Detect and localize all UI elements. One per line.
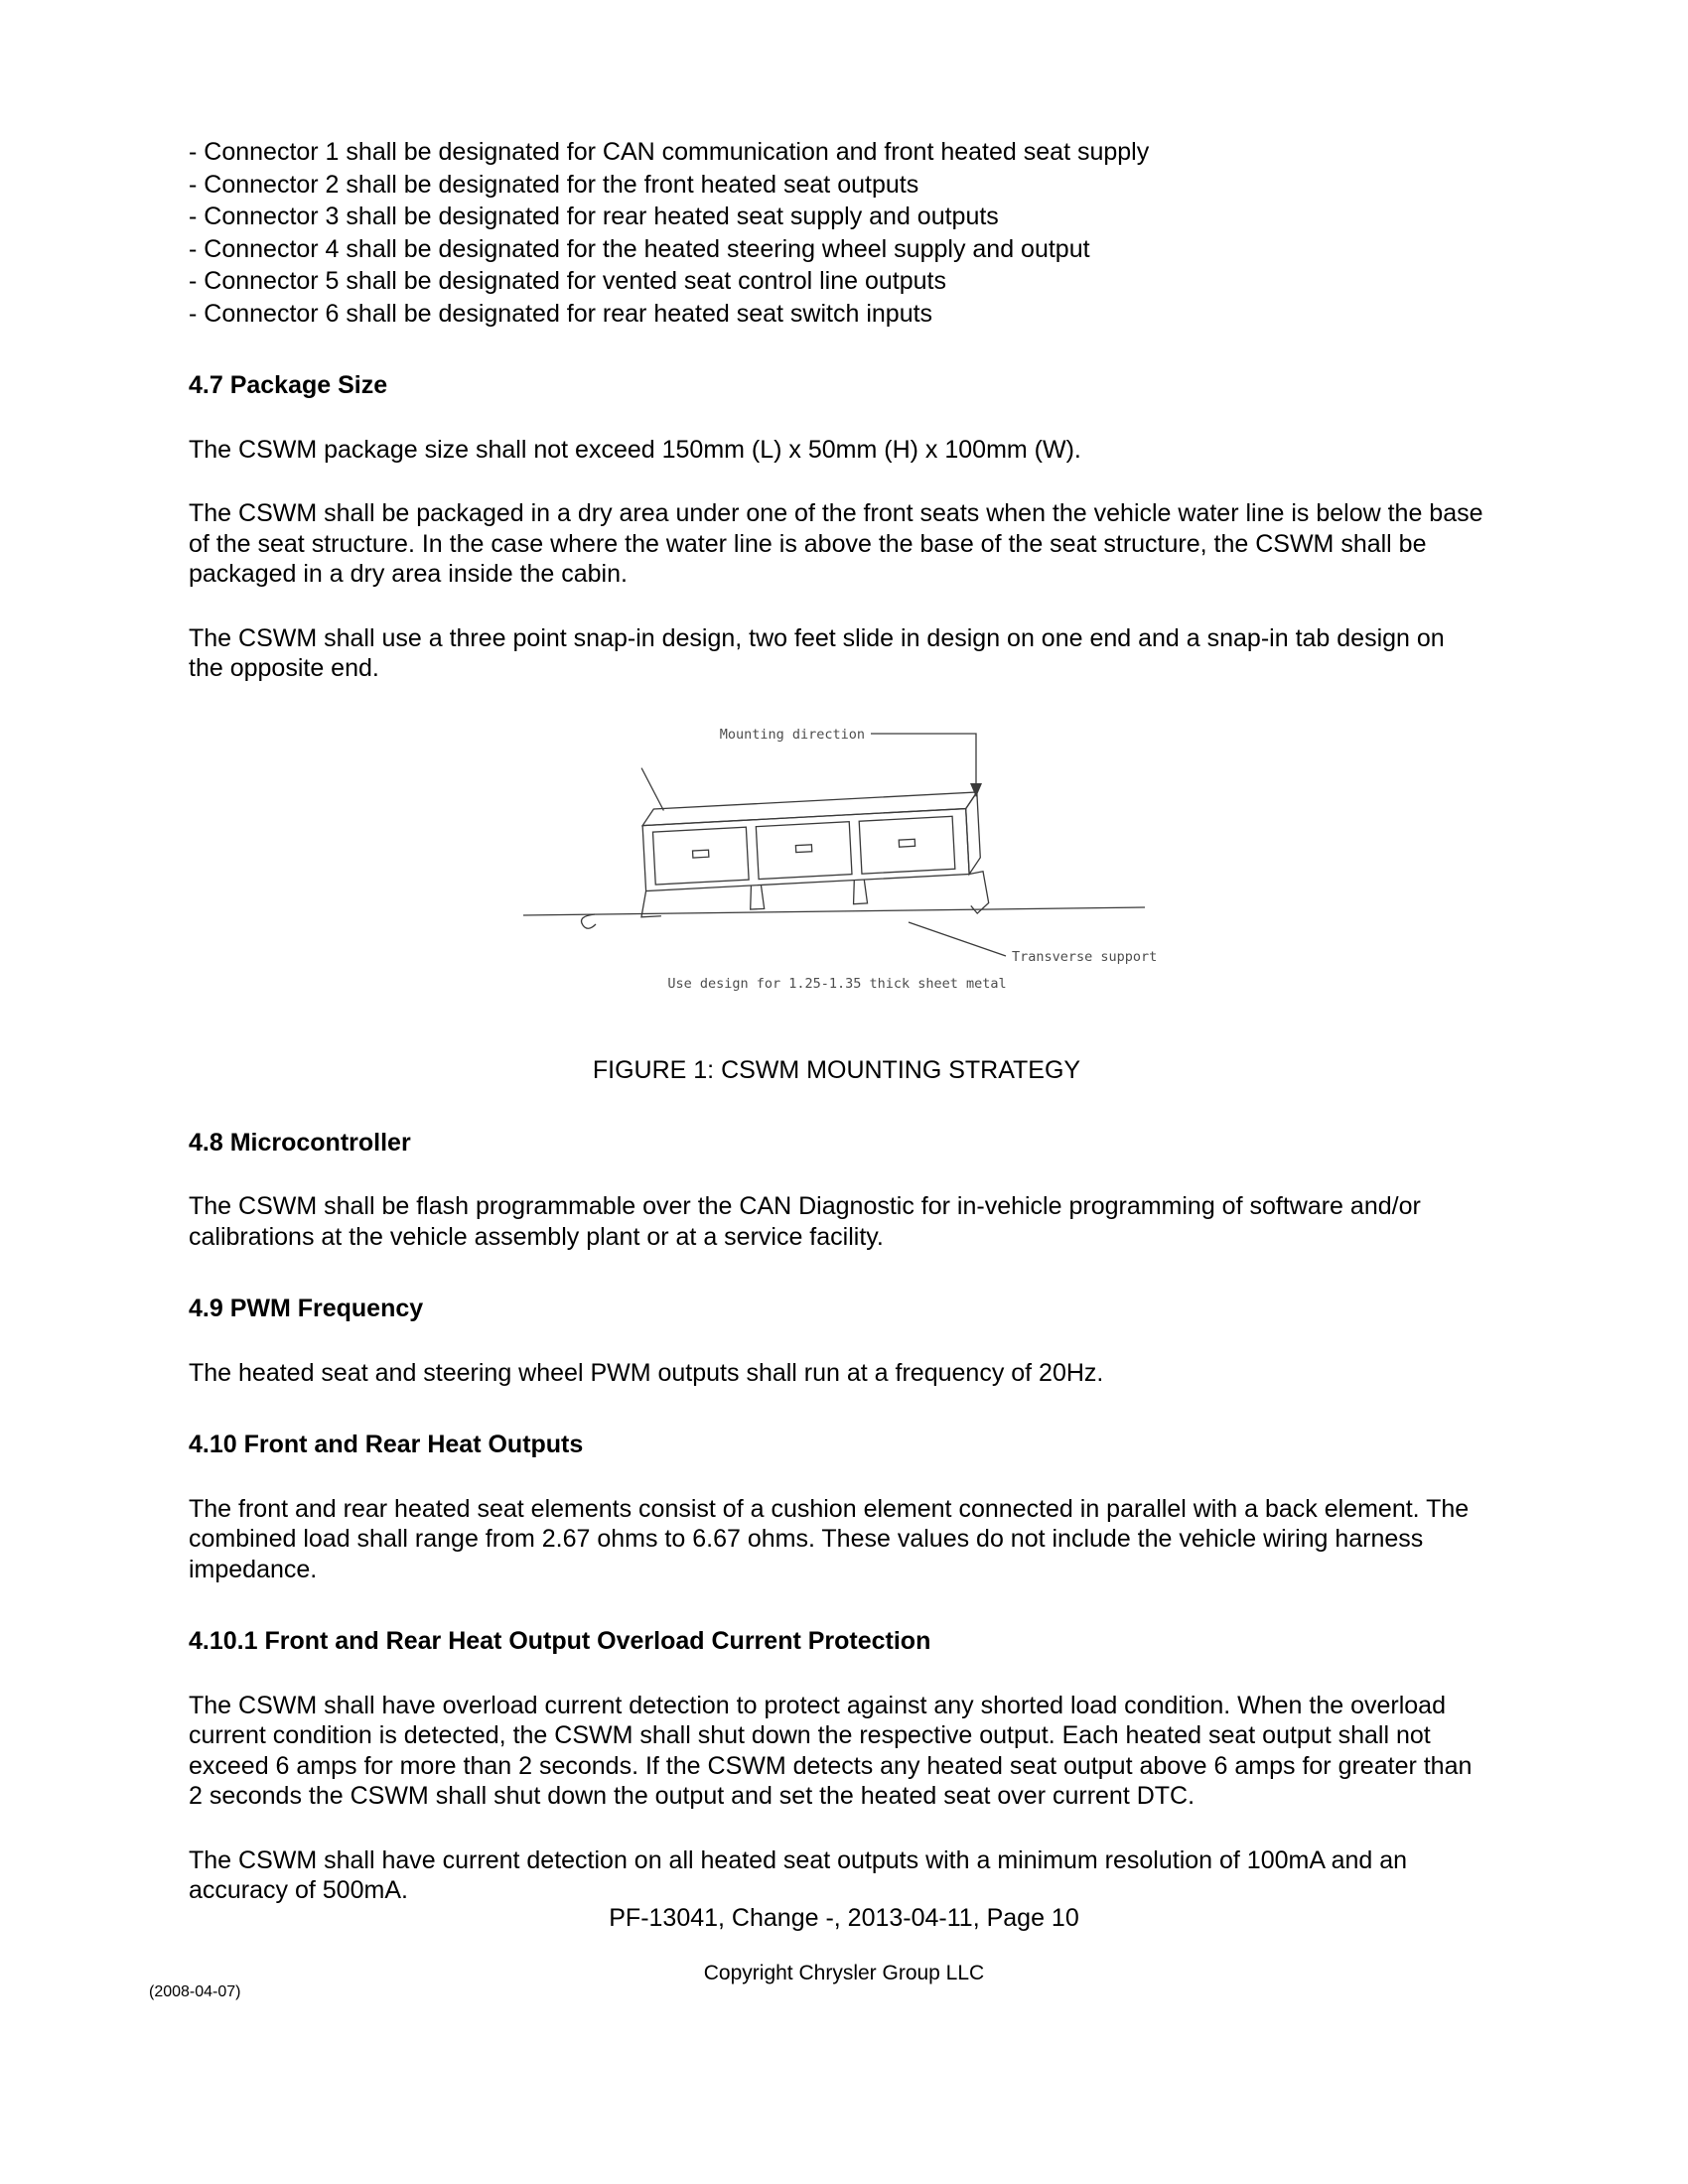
- footer-date-note: (2008-04-07): [149, 1983, 241, 2000]
- transverse-support-label: Transverse support: [1011, 948, 1157, 965]
- connector-list-item: - Connector 2 shall be designated for the front heated seat outputs: [189, 170, 919, 199]
- sheet-left-curl: [581, 914, 596, 928]
- connector-slot: [899, 839, 914, 847]
- document-body: [189, 137, 1484, 1940]
- connector-slot: [795, 844, 811, 852]
- figure-caption: FIGURE 1: CSWM MOUNTING STRATEGY: [592, 1056, 1081, 1084]
- mounting-direction-leader: [871, 734, 976, 785]
- connector-list-item: - Connector 5 shall be designated for vented seat control line outputs: [189, 267, 946, 295]
- section-heading-4-10: 4.10 Front and Rear Heat Outputs: [189, 1431, 584, 1458]
- paragraph: The CSWM shall have current detection on all heated seat outputs with a minimum resolution of 100mA and an accuracy of 500mA.: [189, 1845, 1408, 1904]
- mounting-direction-arrowhead: [970, 783, 982, 797]
- sheet-metal-line: [523, 907, 1145, 915]
- paragraph: The CSWM package size shall not exceed 150mm (L) x 50mm (H) x 100mm (W).: [189, 435, 1081, 464]
- paragraph: The heated seat and steering wheel PWM outputs shall run at a frequency of 20Hz.: [189, 1358, 1104, 1387]
- cswm-mounting-drawing: [509, 718, 1165, 1001]
- paragraph: The front and rear heated seat elements consist of a cushion element connected in parallel with a back element. The combined load shall range from 2.67 ohms to 6.67 ohms. These values do not include the vehicle wiring harness impedance.: [189, 1494, 1470, 1583]
- construction-line: [641, 766, 663, 811]
- connector-block: [756, 821, 852, 879]
- snap-tab: [969, 871, 989, 913]
- mounting-direction-label: Mounting direction: [719, 726, 865, 743]
- connector-block: [652, 827, 749, 885]
- connector-list: [189, 137, 1484, 329]
- slide-foot: [749, 885, 764, 909]
- paragraph: The CSWM shall be flash programmable over the CAN Diagnostic for in-vehicle programming of software and/or calibrations at the vehicle assembly plant or at a service facility.: [189, 1192, 1421, 1251]
- sheet-metal-note: Use design for 1.25-1.35 thick sheet metal: [666, 975, 1007, 992]
- section-heading-4-7: 4.7 Package Size: [189, 371, 388, 399]
- connector-block: [859, 816, 955, 874]
- module-side-face: [964, 791, 980, 874]
- connector-list-item: - Connector 3 shall be designated for rear heated seat supply and outputs: [189, 203, 999, 230]
- slide-foot: [852, 879, 867, 903]
- paragraph: The CSWM shall use a three point snap-in design, two feet slide in design on one end and a snap-in tab design on the opposite end.: [189, 623, 1445, 682]
- connector-slot: [692, 850, 708, 858]
- module-front-face: [642, 808, 969, 890]
- paragraph: The CSWM shall be packaged in a dry area under one of the front seats when the vehicle water line is below the base of the seat structure. In the case where the water line is above the base of the seat structure, the CSWM shall be packaged in a dry area inside the cabin.: [189, 499, 1483, 588]
- footer-copyright: Copyright Chrysler Group LLC: [703, 1962, 985, 1984]
- section-heading-4-8: 4.8 Microcontroller: [189, 1128, 411, 1157]
- connector-list-item: - Connector 4 shall be designated for the heated steering wheel supply and output: [189, 234, 1090, 263]
- module-top-face: [641, 791, 977, 825]
- footer-document-id: PF-13041, Change -, 2013-04-11, Page 10: [609, 1904, 1079, 1932]
- connector-list-item: - Connector 1 shall be designated for CAN communication and front heated seat supply: [189, 138, 1150, 166]
- transverse-support-leader: [909, 922, 1006, 956]
- figure-1: [189, 718, 1484, 1009]
- connector-list-item: - Connector 6 shall be designated for rear heated seat switch inputs: [189, 299, 933, 328]
- paragraph: The CSWM shall have overload current detection to protect against any shorted load condition. When the overload current condition is detected, the CSWM shall shut down the respective output. Each heated seat output shall not exceed 6 amps for more than 2 seconds. If the CSWM detects any heated seat output above 6 amps for greater than 2 seconds the CSWM shall shut down the output and set the heated seat over current DTC.: [189, 1691, 1473, 1810]
- section-heading-4-9: 4.9 PWM Frequency: [189, 1295, 424, 1322]
- cswm-module: [633, 750, 989, 930]
- section-heading-4-10-1: 4.10.1 Front and Rear Heat Output Overload Current Protection: [189, 1627, 931, 1655]
